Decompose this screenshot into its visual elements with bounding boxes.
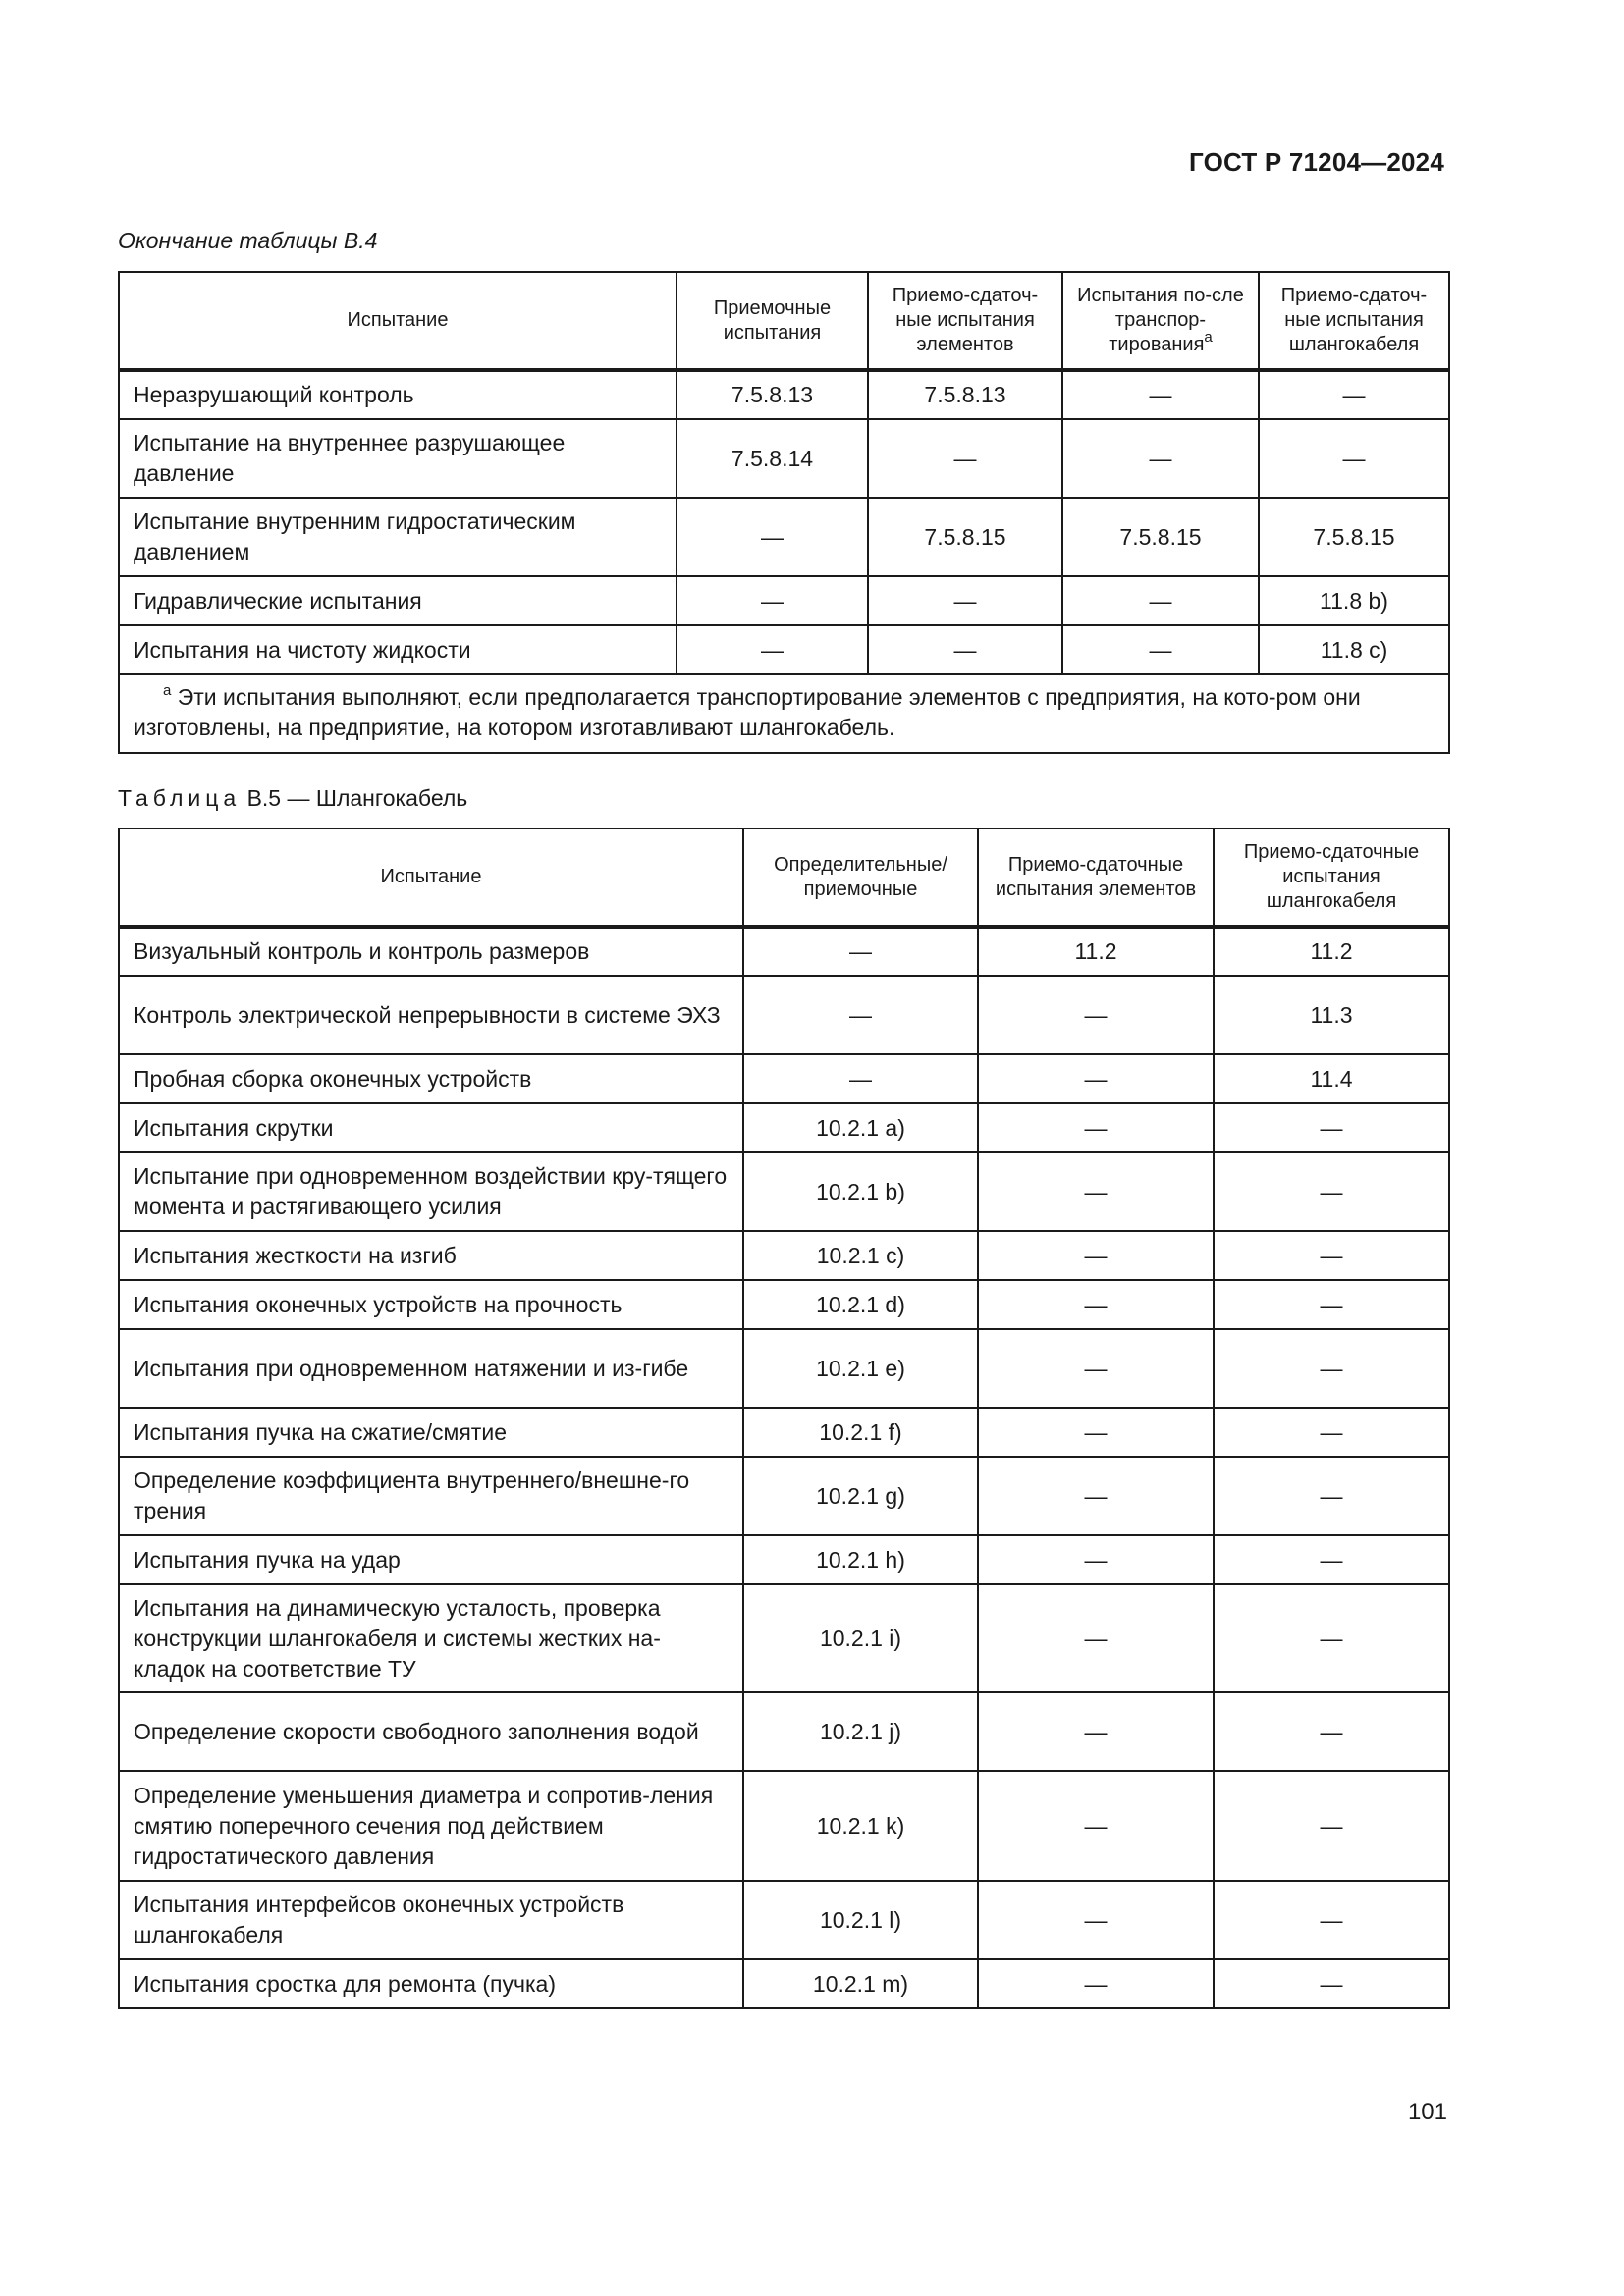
table-cell: —: [1214, 1280, 1449, 1329]
table-row: [119, 576, 1449, 625]
table-label: Таблица: [118, 785, 242, 811]
table-cell: 7.5.8.13: [677, 370, 868, 419]
table-cell: —: [978, 1329, 1214, 1408]
test-name-cell: Испытания жесткости на изгиб: [119, 1231, 743, 1280]
table-cell: 7.5.8.15: [868, 498, 1062, 576]
footnote-marker: а: [163, 682, 172, 700]
column-header: Приемочные испытания: [677, 272, 868, 370]
page-number: 101: [1407, 2099, 1447, 2125]
table-cell: 11.4: [1214, 1054, 1449, 1103]
table-row: [119, 1329, 1449, 1408]
test-name-cell: Визуальный контроль и контроль размеров: [119, 927, 743, 976]
test-name-cell: Испытания на динамическую усталость, проверка конструкции шлангокабеля и системы жестких на-кладок на соответствие ТУ: [119, 1584, 743, 1692]
test-name-cell: Испытание при одновременном воздействии кру-тящего момента и растягивающего усилия: [119, 1152, 743, 1231]
test-name-cell: Определение скорости свободного заполнения водой: [119, 1692, 743, 1771]
table-cell: 11.3: [1214, 976, 1449, 1054]
column-header: Приемо-сдаточ-ные испытания шлангокабеля: [1259, 272, 1449, 370]
table-b4-caption: Окончание таблицы В.4: [118, 228, 378, 253]
table-cell: —: [868, 625, 1062, 674]
table-cell: —: [1214, 1584, 1449, 1692]
table-footnote-row: [119, 674, 1449, 753]
table-row: [119, 419, 1449, 498]
table-row: [119, 498, 1449, 576]
test-name-cell: Испытания на чистоту жидкости: [119, 625, 677, 674]
table-cell: —: [978, 1457, 1214, 1535]
test-name-cell: Испытания пучка на сжатие/смятие: [119, 1408, 743, 1457]
table-cell: 11.8 b): [1259, 576, 1449, 625]
table-b4-header-row: [119, 272, 1449, 370]
table-cell: 7.5.8.14: [677, 419, 868, 498]
column-header: Испытание: [119, 272, 677, 370]
test-name-cell: Гидравлические испытания: [119, 576, 677, 625]
table-title: В.5 — Шлангокабель: [246, 785, 468, 811]
table-row: [119, 1280, 1449, 1329]
column-header: Приемо-сдаточные испытания шлангокабеля: [1214, 828, 1449, 927]
table-cell: —: [1259, 419, 1449, 498]
table-cell: 10.2.1 m): [743, 1959, 978, 2008]
table-cell: —: [978, 1280, 1214, 1329]
test-name-cell: Контроль электрической непрерывности в системе ЭХЗ: [119, 976, 743, 1054]
table-row: [119, 1152, 1449, 1231]
table-row: [119, 1408, 1449, 1457]
table-cell: —: [978, 1231, 1214, 1280]
column-header: Определительные/ приемочные: [743, 828, 978, 927]
column-header-text: Испытания по-сле транспор-тирования: [1077, 285, 1244, 355]
document-id: ГОСТ Р 71204—2024: [1189, 147, 1444, 177]
table-cell: —: [1214, 1457, 1449, 1535]
table-cell: —: [1259, 370, 1449, 419]
table-cell: 10.2.1 l): [743, 1881, 978, 1959]
table-row: [119, 1535, 1449, 1584]
table-cell: 10.2.1 a): [743, 1103, 978, 1152]
table-cell: —: [978, 1959, 1214, 2008]
table-cell: —: [868, 576, 1062, 625]
table-b5-header-row: [119, 828, 1449, 927]
test-name-cell: Испытание внутренним гидростатическим давлением: [119, 498, 677, 576]
test-name-cell: Испытания при одновременном натяжении и из-гибе: [119, 1329, 743, 1408]
table-cell: —: [978, 1771, 1214, 1881]
table-cell: —: [978, 1103, 1214, 1152]
table-row: [119, 1959, 1449, 2008]
table-cell: —: [743, 976, 978, 1054]
table-cell: —: [1214, 1692, 1449, 1771]
table-cell: 10.2.1 d): [743, 1280, 978, 1329]
table-row: [119, 370, 1449, 419]
table-cell: —: [1062, 576, 1259, 625]
table-cell: 7.5.8.15: [1062, 498, 1259, 576]
footnote-text: Эти испытания выполняют, если предполагается транспортирование элементов с предприятия, на кото-ром они изготовлены, на предприятие, на котором изготавливают шлангокабель.: [134, 684, 1361, 740]
footnote-marker: а: [1204, 329, 1213, 347]
table-cell: —: [1214, 1329, 1449, 1408]
test-name-cell: Определение коэффициента внутреннего/внешне-го трения: [119, 1457, 743, 1535]
table-row: [119, 1584, 1449, 1692]
test-name-cell: Определение уменьшения диаметра и сопротив-ления смятию поперечного сечения под действием гидростатического давления: [119, 1771, 743, 1881]
table-cell: —: [1214, 1881, 1449, 1959]
test-name-cell: Испытания скрутки: [119, 1103, 743, 1152]
table-cell: —: [978, 1152, 1214, 1231]
table-cell: —: [868, 419, 1062, 498]
table-cell: 10.2.1 i): [743, 1584, 978, 1692]
table-cell: —: [1062, 625, 1259, 674]
table-cell: 11.2: [1214, 927, 1449, 976]
table-b5-caption: [118, 785, 467, 812]
table-cell: —: [677, 625, 868, 674]
table-cell: —: [978, 976, 1214, 1054]
table-cell: —: [677, 498, 868, 576]
table-row: [119, 927, 1449, 976]
table-cell: —: [1062, 370, 1259, 419]
table-cell: —: [1214, 1959, 1449, 2008]
table-cell: 10.2.1 b): [743, 1152, 978, 1231]
table-cell: 7.5.8.15: [1259, 498, 1449, 576]
table-cell: —: [743, 927, 978, 976]
table-cell: —: [677, 576, 868, 625]
table-cell: —: [978, 1692, 1214, 1771]
test-name-cell: Испытания оконечных устройств на прочность: [119, 1280, 743, 1329]
table-cell: —: [743, 1054, 978, 1103]
table-row: [119, 1054, 1449, 1103]
table-cell: 10.2.1 g): [743, 1457, 978, 1535]
table-cell: —: [1214, 1231, 1449, 1280]
table-row: [119, 1881, 1449, 1959]
table-b4: [118, 271, 1450, 754]
table-cell: 10.2.1 k): [743, 1771, 978, 1881]
test-name-cell: Испытание на внутреннее разрушающее давление: [119, 419, 677, 498]
column-header: Приемо-сдаточные испытания элементов: [978, 828, 1214, 927]
table-row: [119, 1457, 1449, 1535]
table-cell: —: [978, 1408, 1214, 1457]
table-cell: —: [1214, 1152, 1449, 1231]
table-cell: 10.2.1 f): [743, 1408, 978, 1457]
column-header: Испытание: [119, 828, 743, 927]
table-cell: 10.2.1 c): [743, 1231, 978, 1280]
test-name-cell: Пробная сборка оконечных устройств: [119, 1054, 743, 1103]
table-cell: —: [1214, 1408, 1449, 1457]
table-cell: —: [978, 1584, 1214, 1692]
table-row: [119, 1103, 1449, 1152]
test-name-cell: Испытания сростка для ремонта (пучка): [119, 1959, 743, 2008]
table-row: [119, 1692, 1449, 1771]
table-cell: 11.2: [978, 927, 1214, 976]
table-cell: 10.2.1 h): [743, 1535, 978, 1584]
table-cell: 7.5.8.13: [868, 370, 1062, 419]
table-b5: [118, 828, 1450, 2009]
test-name-cell: Испытания пучка на удар: [119, 1535, 743, 1584]
test-name-cell: Неразрушающий контроль: [119, 370, 677, 419]
table-footnote: [119, 674, 1449, 753]
table-cell: —: [1214, 1103, 1449, 1152]
table-cell: 10.2.1 j): [743, 1692, 978, 1771]
table-cell: —: [978, 1881, 1214, 1959]
table-row: [119, 976, 1449, 1054]
table-cell: 11.8 c): [1259, 625, 1449, 674]
table-row: [119, 1771, 1449, 1881]
table-cell: —: [1214, 1535, 1449, 1584]
column-header: Приемо-сдаточ-ные испытания элементов: [868, 272, 1062, 370]
table-cell: 10.2.1 e): [743, 1329, 978, 1408]
table-cell: —: [978, 1054, 1214, 1103]
table-cell: —: [978, 1535, 1214, 1584]
table-row: [119, 1231, 1449, 1280]
table-cell: —: [1214, 1771, 1449, 1881]
test-name-cell: Испытания интерфейсов оконечных устройств шлангокабеля: [119, 1881, 743, 1959]
table-cell: —: [1062, 419, 1259, 498]
column-header: [1062, 272, 1259, 370]
table-row: [119, 625, 1449, 674]
